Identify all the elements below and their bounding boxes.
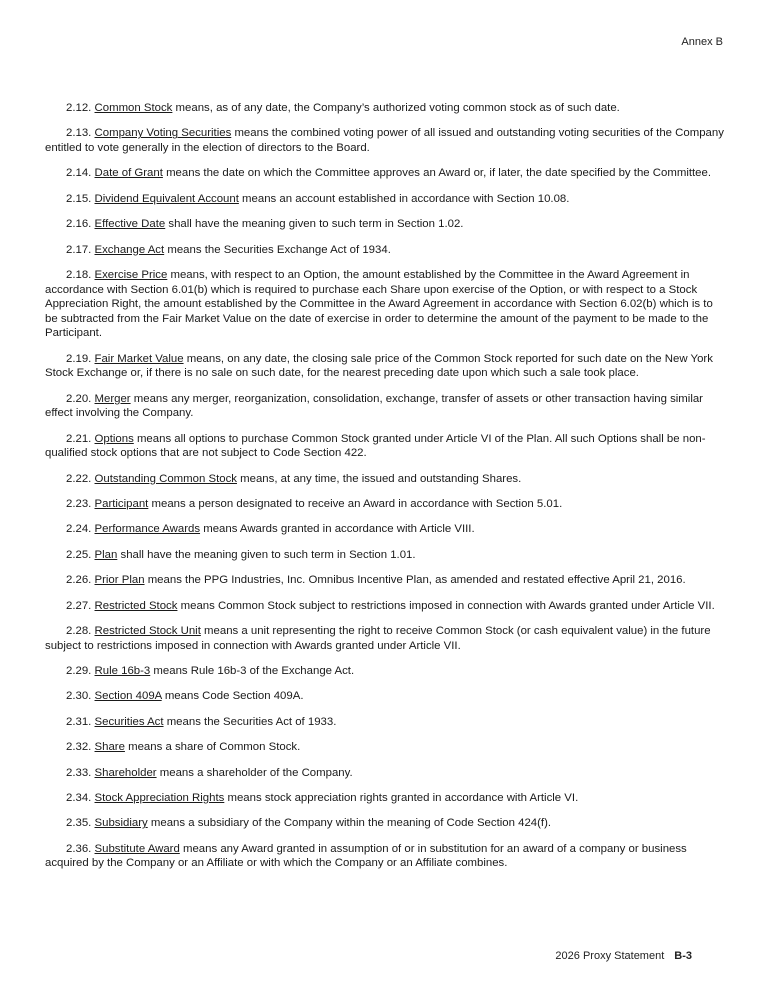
- definition-term: Exercise Price: [94, 268, 168, 281]
- definition-number: 2.20.: [66, 392, 92, 405]
- definition-number: 2.32.: [66, 741, 92, 754]
- definition-item: [45, 740, 725, 755]
- definition-number: 2.19.: [66, 352, 92, 365]
- definition-text: means the Securities Exchange Act of 1934.: [164, 243, 391, 256]
- definition-text: means, on any date, the closing sale price of the Common Stock reported for such date on the New York Stock Exchange or, if there is no sale on such date, for the nearest preceding date upon which such a sale took place.: [45, 352, 713, 380]
- page-footer: [555, 950, 692, 962]
- definition-term: Rule 16b-3: [94, 664, 151, 677]
- definition-item: [45, 432, 725, 461]
- definition-text: means, with respect to an Option, the amount established by the Committee in the Award Agreement in accordance with Section 6.01(b) which is required to purchase each Share upon exercise of the Option, or with respect to a Stock Appreciation Right, the amount established by the Committee in the Award Agreement in accordance with Section 6.02(b) which is to be subtracted from the Fair Market Value on the date of exercise in order to determine the amount of the payment to be made to the Participant.: [45, 268, 713, 340]
- definition-text: means, at any time, the issued and outstanding Shares.: [236, 472, 522, 485]
- page-number: B-3: [674, 950, 692, 962]
- definition-term: Outstanding Common Stock: [94, 472, 237, 485]
- definition-term: Fair Market Value: [94, 352, 184, 365]
- definition-term: Shareholder: [94, 766, 157, 779]
- definition-term: Section 409A: [94, 690, 162, 703]
- definition-text: means the combined voting power of all issued and outstanding voting securities of the Company entitled to vote generally in the election of directors to the Board.: [45, 127, 724, 154]
- definition-item: [45, 842, 725, 871]
- definition-item: [45, 166, 725, 181]
- definition-term: Restricted Stock Unit: [94, 625, 201, 637]
- footer-label: 2026 Proxy Statement: [555, 950, 665, 962]
- definition-number: 2.15.: [66, 192, 92, 205]
- definition-text: means, as of any date, the Company’s authorized voting common stock as of such date.: [172, 102, 620, 114]
- definition-item: [45, 689, 725, 704]
- definition-item: [45, 217, 725, 232]
- definition-term: Plan: [94, 548, 118, 561]
- definition-term: Substitute Award: [94, 842, 180, 855]
- definition-item: [45, 268, 725, 341]
- definition-item: [45, 126, 725, 155]
- definition-term: Exchange Act: [94, 243, 165, 256]
- definition-number: 2.35.: [66, 817, 92, 830]
- definition-number: 2.36.: [66, 842, 92, 855]
- definition-item: [45, 548, 725, 563]
- definition-term: Common Stock: [94, 102, 173, 114]
- definition-number: 2.21.: [66, 432, 92, 445]
- definition-number: 2.30.: [66, 690, 92, 703]
- definition-term: Merger: [94, 392, 131, 405]
- definition-term: Securities Act: [94, 715, 164, 728]
- definitions-list: [45, 101, 725, 882]
- definition-number: 2.16.: [66, 218, 92, 231]
- definition-item: [45, 192, 725, 207]
- definition-number: 2.24.: [66, 523, 92, 536]
- definition-term: Subsidiary: [94, 817, 148, 830]
- definition-text: means all options to purchase Common Stock granted under Article VI of the Plan. All such Options shall be non-qualified stock options that are not subject to Code Section 422.: [45, 432, 706, 460]
- definition-term: Company Voting Securities: [94, 127, 232, 140]
- definition-text: means the Securities Act of 1933.: [163, 715, 337, 728]
- annex-label: Annex B: [681, 36, 723, 48]
- definition-term: Participant: [94, 498, 149, 511]
- definition-text: means a subsidiary of the Company within the meaning of Code Section 424(f).: [147, 817, 552, 830]
- definition-term: Options: [94, 432, 134, 445]
- definition-text: means Awards granted in accordance with Article VIII.: [200, 523, 475, 536]
- definition-text: means stock appreciation rights granted in accordance with Article VI.: [224, 791, 579, 804]
- definition-item: [45, 816, 725, 831]
- definition-text: means Code Section 409A.: [161, 690, 304, 703]
- definition-number: 2.23.: [66, 498, 92, 511]
- definition-number: 2.29.: [66, 664, 92, 677]
- definition-item: [45, 522, 725, 537]
- definition-number: 2.12.: [66, 102, 92, 114]
- definition-text: means Common Stock subject to restrictions imposed in connection with Awards granted under Article VII.: [177, 599, 715, 612]
- definition-text: shall have the meaning given to such term in Section 1.01.: [117, 548, 416, 561]
- definition-term: Share: [94, 741, 125, 754]
- definition-term: Effective Date: [94, 218, 166, 231]
- definition-text: means a person designated to receive an Award in accordance with Section 5.01.: [148, 498, 563, 511]
- definition-item: [45, 766, 725, 781]
- definition-item: [45, 243, 725, 258]
- definition-number: 2.33.: [66, 766, 92, 779]
- definition-number: 2.27.: [66, 599, 92, 612]
- definition-term: Restricted Stock: [94, 599, 178, 612]
- definition-item: [45, 791, 725, 806]
- definition-number: 2.13.: [66, 127, 92, 140]
- definition-item: [45, 624, 725, 653]
- definition-term: Date of Grant: [94, 167, 163, 180]
- definition-item: [45, 472, 725, 487]
- definition-text: means a unit representing the right to receive Common Stock (or cash equivalent value) in the future subject to restrictions imposed in connection with Awards granted under Article VII.: [45, 625, 711, 652]
- definition-text: means the date on which the Committee approves an Award or, if later, the date specified by the Committee.: [162, 167, 712, 180]
- definition-text: means the PPG Industries, Inc. Omnibus Incentive Plan, as amended and restated effective April 21, 2016.: [144, 574, 686, 587]
- definition-text: means Rule 16b-3 of the Exchange Act.: [150, 664, 355, 677]
- definition-number: 2.14.: [66, 167, 92, 180]
- definition-number: 2.17.: [66, 243, 92, 256]
- definition-item: [45, 352, 725, 381]
- definition-item: [45, 101, 725, 116]
- definition-number: 2.34.: [66, 791, 92, 804]
- definition-item: [45, 497, 725, 512]
- definition-term: Performance Awards: [94, 523, 201, 536]
- definition-text: means a share of Common Stock.: [124, 741, 301, 754]
- definition-number: 2.28.: [66, 625, 92, 637]
- definition-term: Dividend Equivalent Account: [94, 192, 239, 205]
- definition-item: [45, 573, 725, 588]
- definition-item: [45, 599, 725, 614]
- definition-number: 2.25.: [66, 548, 92, 561]
- definition-number: 2.26.: [66, 574, 92, 587]
- definition-item: [45, 664, 725, 679]
- definition-item: [45, 392, 725, 421]
- definition-number: 2.22.: [66, 472, 92, 485]
- definition-text: means a shareholder of the Company.: [156, 766, 353, 779]
- definition-number: 2.18.: [66, 268, 92, 281]
- definition-number: 2.31.: [66, 715, 92, 728]
- definition-text: means an account established in accordance with Section 10.08.: [238, 192, 570, 205]
- definition-term: Stock Appreciation Rights: [94, 791, 225, 804]
- definition-text: means any merger, reorganization, consolidation, exchange, transfer of assets or other transaction having similar effect involving the Company.: [45, 392, 703, 420]
- definition-text: shall have the meaning given to such term in Section 1.02.: [165, 218, 464, 231]
- definition-term: Prior Plan: [94, 574, 145, 587]
- definition-text: means any Award granted in assumption of or in substitution for an award of a company or business acquired by the Company or an Affiliate or with which the Company or an Affiliate combines.: [45, 842, 687, 870]
- definition-item: [45, 715, 725, 730]
